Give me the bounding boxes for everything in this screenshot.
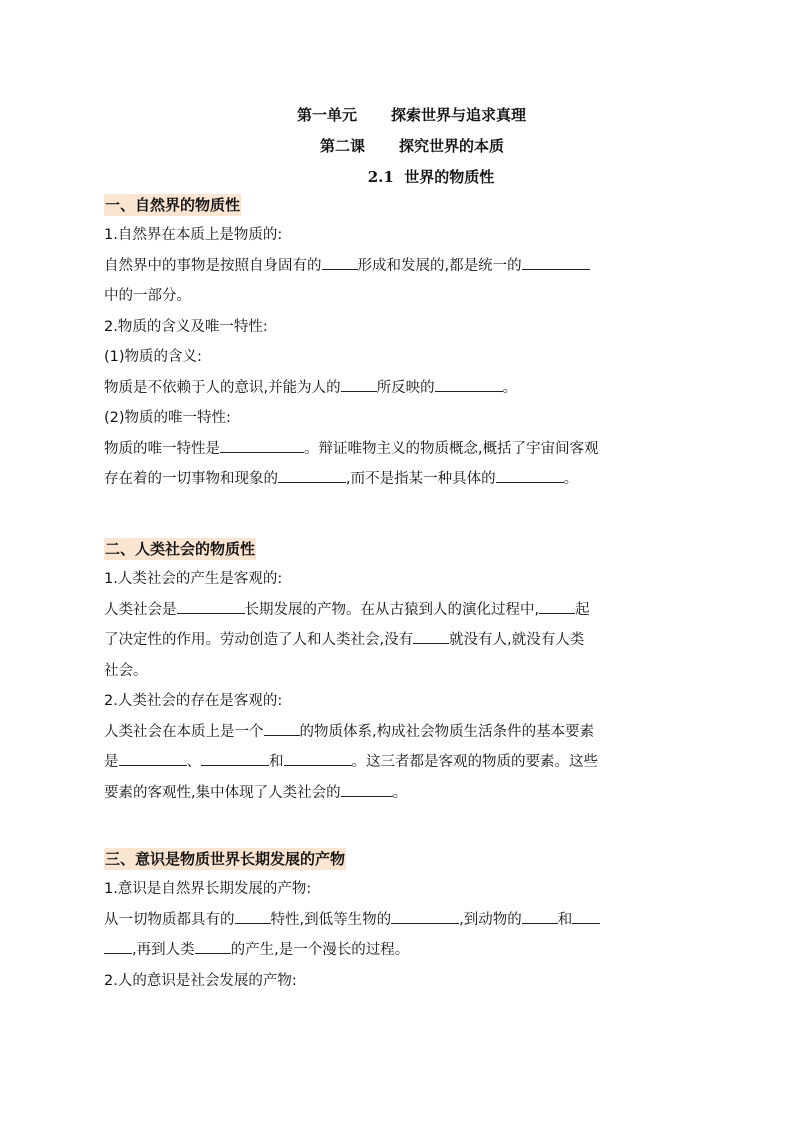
answer-blank[interactable]: [322, 255, 358, 270]
fill-line: 社会。: [104, 662, 148, 679]
text-fragment: 人类社会在本质上是一个: [104, 723, 264, 740]
text-fragment: 自然界中的事物是按照自身固有的: [104, 257, 322, 274]
section-heading: 一、自然界的物质性: [105, 196, 241, 214]
answer-blank[interactable]: [220, 438, 304, 453]
point-title: 1.人类社会的产生是客观的:: [104, 571, 283, 587]
text-fragment: 。: [563, 471, 579, 487]
text-fragment: 了决定性的作用。劳动创造了人和人类社会,没有: [104, 632, 414, 648]
fill-line: [104, 717, 598, 748]
fill-line: [104, 905, 600, 936]
fill-line: 中的一部分。: [104, 288, 191, 304]
point-title: 2.人类社会的存在是客观的:: [104, 693, 283, 709]
text-fragment: 。这三者都是客观的物质的要素。这些: [351, 754, 598, 770]
text-fragment: ,再到人类: [132, 942, 195, 958]
document-titles: [0, 100, 794, 193]
text-fragment: 人类社会是: [104, 601, 177, 618]
section-consciousness: [104, 848, 600, 996]
point-title: 1.自然界在本质上是物质的:: [104, 227, 283, 243]
sub-point-title: (1)物质的含义:: [104, 349, 202, 365]
unit-name: 探索世界与追求真理: [391, 106, 527, 124]
text-fragment: 、: [186, 754, 201, 770]
section-title: [0, 162, 794, 193]
answer-blank[interactable]: [496, 468, 564, 483]
fill-line: [104, 625, 598, 656]
answer-blank[interactable]: [264, 721, 300, 736]
fill-line: [104, 434, 599, 465]
answer-blank[interactable]: [522, 255, 590, 270]
section-name: 世界的物质性: [404, 168, 495, 186]
text-fragment: 存在着的一切事物和现象的: [104, 471, 278, 487]
answer-blank[interactable]: [177, 599, 245, 614]
section-heading: 三、意识是物质世界长期发展的产物: [105, 850, 346, 868]
section-number: 2.1: [367, 168, 394, 186]
point-title: 1.意识是自然界长期发展的产物:: [104, 881, 312, 897]
text-fragment: ,而不是指某一种具体的: [346, 471, 496, 487]
text-fragment: 特性,到低等生物的: [270, 911, 392, 928]
unit-label: 第一单元: [296, 106, 357, 124]
lesson-name: 探究世界的本质: [399, 137, 505, 155]
answer-blank[interactable]: [104, 939, 132, 954]
text-fragment: 物质是不依赖于人的意识,并能为人的: [104, 379, 341, 396]
text-fragment: 起: [575, 601, 590, 618]
fill-line: [104, 595, 598, 626]
text-fragment: 物质的唯一特性是: [104, 440, 220, 457]
fill-line: [104, 747, 598, 778]
answer-blank[interactable]: [572, 909, 600, 924]
answer-blank[interactable]: [119, 751, 187, 766]
fill-line: [104, 373, 599, 404]
fill-line: [104, 464, 599, 495]
answer-blank[interactable]: [391, 909, 459, 924]
lesson-label: 第二课: [319, 137, 365, 155]
section-natural-world: [104, 194, 599, 495]
text-fragment: 是: [104, 754, 119, 770]
answer-blank[interactable]: [413, 629, 449, 644]
answer-blank[interactable]: [522, 909, 558, 924]
text-fragment: 从一切物质都具有的: [104, 911, 235, 928]
text-fragment: 就没有人,就没有人类: [449, 632, 585, 648]
sub-point-title: (2)物质的唯一特性:: [104, 410, 231, 426]
answer-blank[interactable]: [195, 939, 231, 954]
answer-blank[interactable]: [341, 377, 377, 392]
answer-blank[interactable]: [284, 751, 352, 766]
text-fragment: 所反映的: [376, 379, 435, 396]
text-fragment: 。: [392, 784, 408, 801]
text-fragment: 要素的客观性,集中体现了人类社会的: [104, 784, 341, 801]
answer-blank[interactable]: [201, 751, 269, 766]
point-title: 2.人的意识是社会发展的产物:: [104, 972, 297, 989]
answer-blank[interactable]: [235, 909, 271, 924]
text-fragment: 的物质体系,构成社会物质生活条件的基本要素: [299, 723, 595, 740]
text-fragment: 。辩证唯物主义的物质概念,概括了宇宙间客观: [304, 440, 599, 457]
lesson-title: [0, 131, 794, 162]
text-fragment: 的产生,是一个漫长的过程。: [230, 942, 410, 958]
fill-line: [104, 778, 598, 809]
text-fragment: 长期发展的产物。在从古猿到人的演化过程中,: [244, 601, 540, 618]
text-fragment: 和: [557, 911, 573, 928]
point-title: 2.物质的含义及唯一特性:: [104, 318, 268, 335]
answer-blank[interactable]: [435, 377, 503, 392]
answer-blank[interactable]: [539, 599, 575, 614]
section-heading: 二、人类社会的物质性: [105, 540, 256, 558]
fill-line: [104, 935, 600, 966]
section-human-society: [104, 538, 598, 808]
answer-blank[interactable]: [278, 468, 346, 483]
text-fragment: 形成和发展的,都是统一的: [357, 257, 522, 274]
answer-blank[interactable]: [341, 782, 393, 797]
unit-title: [0, 100, 794, 131]
text-fragment: 和: [269, 754, 284, 770]
text-fragment: 。: [502, 379, 518, 396]
text-fragment: ,到动物的: [459, 911, 522, 928]
fill-line: [104, 251, 599, 282]
